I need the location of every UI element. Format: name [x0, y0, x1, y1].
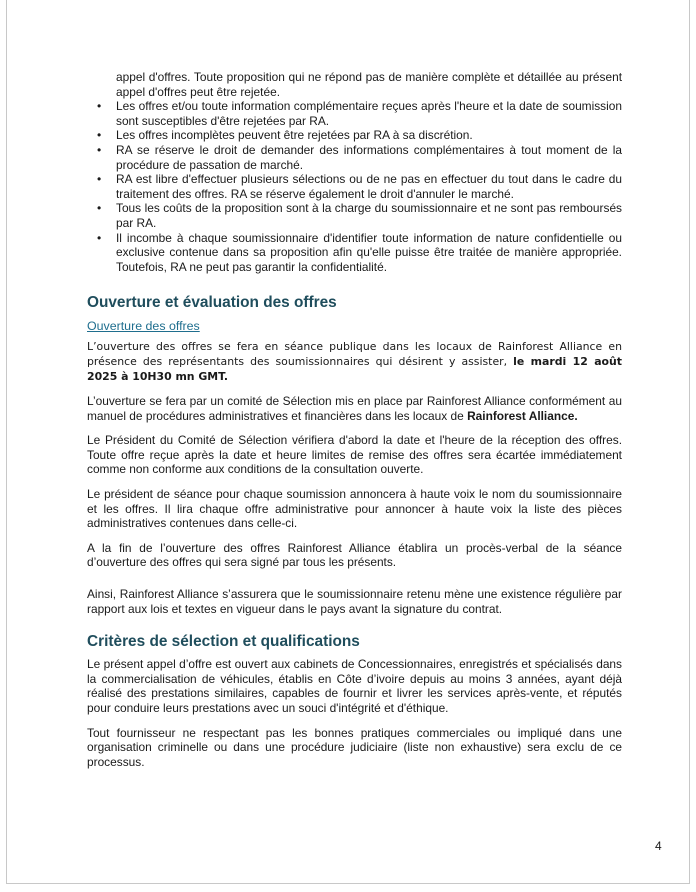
paragraph-president-check: Le Président du Comité de Sélection vérifiera d'abord la date et l'heure de la réception des offres. Toute offre reçue après la date et heure limites de remise des offres sera écartée immédiatement comme non conforme aux conditions de la consultation ouverte. [87, 433, 622, 477]
section-heading-criteres: Critères de sélection et qualifications [87, 633, 360, 651]
paragraph-exclusion: Tout fournisseur ne respectant pas les bonnes pratiques commerciales ou impliqué dans une organisation criminelle ou dans une procédure judiciaire (liste non exhaustive) sera exclu de ce processus. [87, 725, 622, 769]
list-item: • Il incombe à chaque soumissionnaire d'identifier toute information de nature confidentielle ou exclusive contenue dans sa proposition afin qu'elle puisse être traitée de manière appropriée. Toutefois, RA ne peut pas garantir la confidentialité. [87, 231, 622, 275]
document-page [6, 0, 690, 884]
list-item: • RA est libre d'effectuer plusieurs sélections ou de ne pas en effectuer du tout dans le cadre du traitement des offres. RA se réserve également le droit d'annuler le marché. [87, 172, 622, 201]
list-item: • Les offres incomplètes peuvent être rejetées par RA à sa discrétion. [87, 128, 622, 143]
paragraph-verification: Ainsi, Rainforest Alliance s’assurera que le soumissionnaire retenu mène une existence régulière par rapport aux lois et textes en vigueur dans le pays avant la signature du contrat. [87, 587, 622, 616]
page-content [87, 70, 622, 769]
section-heading-ouverture: Ouverture et évaluation des offres [87, 294, 337, 312]
paragraph-eligibility: Le présent appel d’offre est ouvert aux cabinets de Concessionnaires, enregistrés et spécialisés dans la commercialisation de véhicules, établis en Côte d’ivoire depuis au moins 3 années, ayant déjà réalisé des prestations similaires, capables de fournir et livrer les services après-vente, et réputés pour conduire leurs prestations avec un souci d'intégrité et d'éthique. [87, 657, 622, 715]
list-item: appel d'offres. Toute proposition qui ne répond pas de manière complète et détaillée au présent appel d'offres peut être rejetée. [116, 70, 622, 99]
opening-date-bold: le mardi 12 août 2025 à 10H30 mn GMT. [87, 354, 622, 383]
list-item: • RA se réserve le droit de demander des informations complémentaires à tout moment de la procédure de passation de marché. [87, 143, 622, 172]
rainforest-alliance-bold: Rainforest Alliance. [467, 408, 578, 423]
page-number: 4 [655, 839, 662, 853]
paragraph-session-president: Le président de séance pour chaque soumission annoncera à haute voix le nom du soumissionnaire et les offres. Il lira chaque offre administrative pour annoncer à haute voix la liste des pièces administratives contenues dans celle-ci. [87, 487, 622, 531]
paragraph-text: L’ouverture se fera par un comité de Sélection mis en place par Rainforest Alliance conformément au manuel de procédures administratives et financières dans les locaux de [87, 394, 622, 423]
list-item: • Tous les coûts de la proposition sont à la charge du soumissionnaire et ne sont pas remboursés par RA. [87, 201, 622, 230]
paragraph-text: L’ouverture des offres se fera en séance publique dans les locaux de Rainforest Alliance en présence des représentants des soumissionnaires qui désirent y assister, [87, 340, 622, 368]
paragraph-committee [87, 394, 622, 423]
list-item: • Les offres et/ou toute information complémentaire reçues après l'heure et la date de soumission sont susceptibles d'être rejetées par RA. [87, 99, 622, 128]
conditions-bullet-list [87, 70, 622, 274]
paragraph-opening-session [87, 340, 622, 384]
subheading-ouverture-des-offres: Ouverture des offres [87, 319, 200, 334]
paragraph-proces-verbal: A la fin de l’ouverture des offres Rainforest Alliance établira un procès-verbal de la séance d’ouverture des offres qui sera signé par tous les présents. [87, 540, 622, 570]
